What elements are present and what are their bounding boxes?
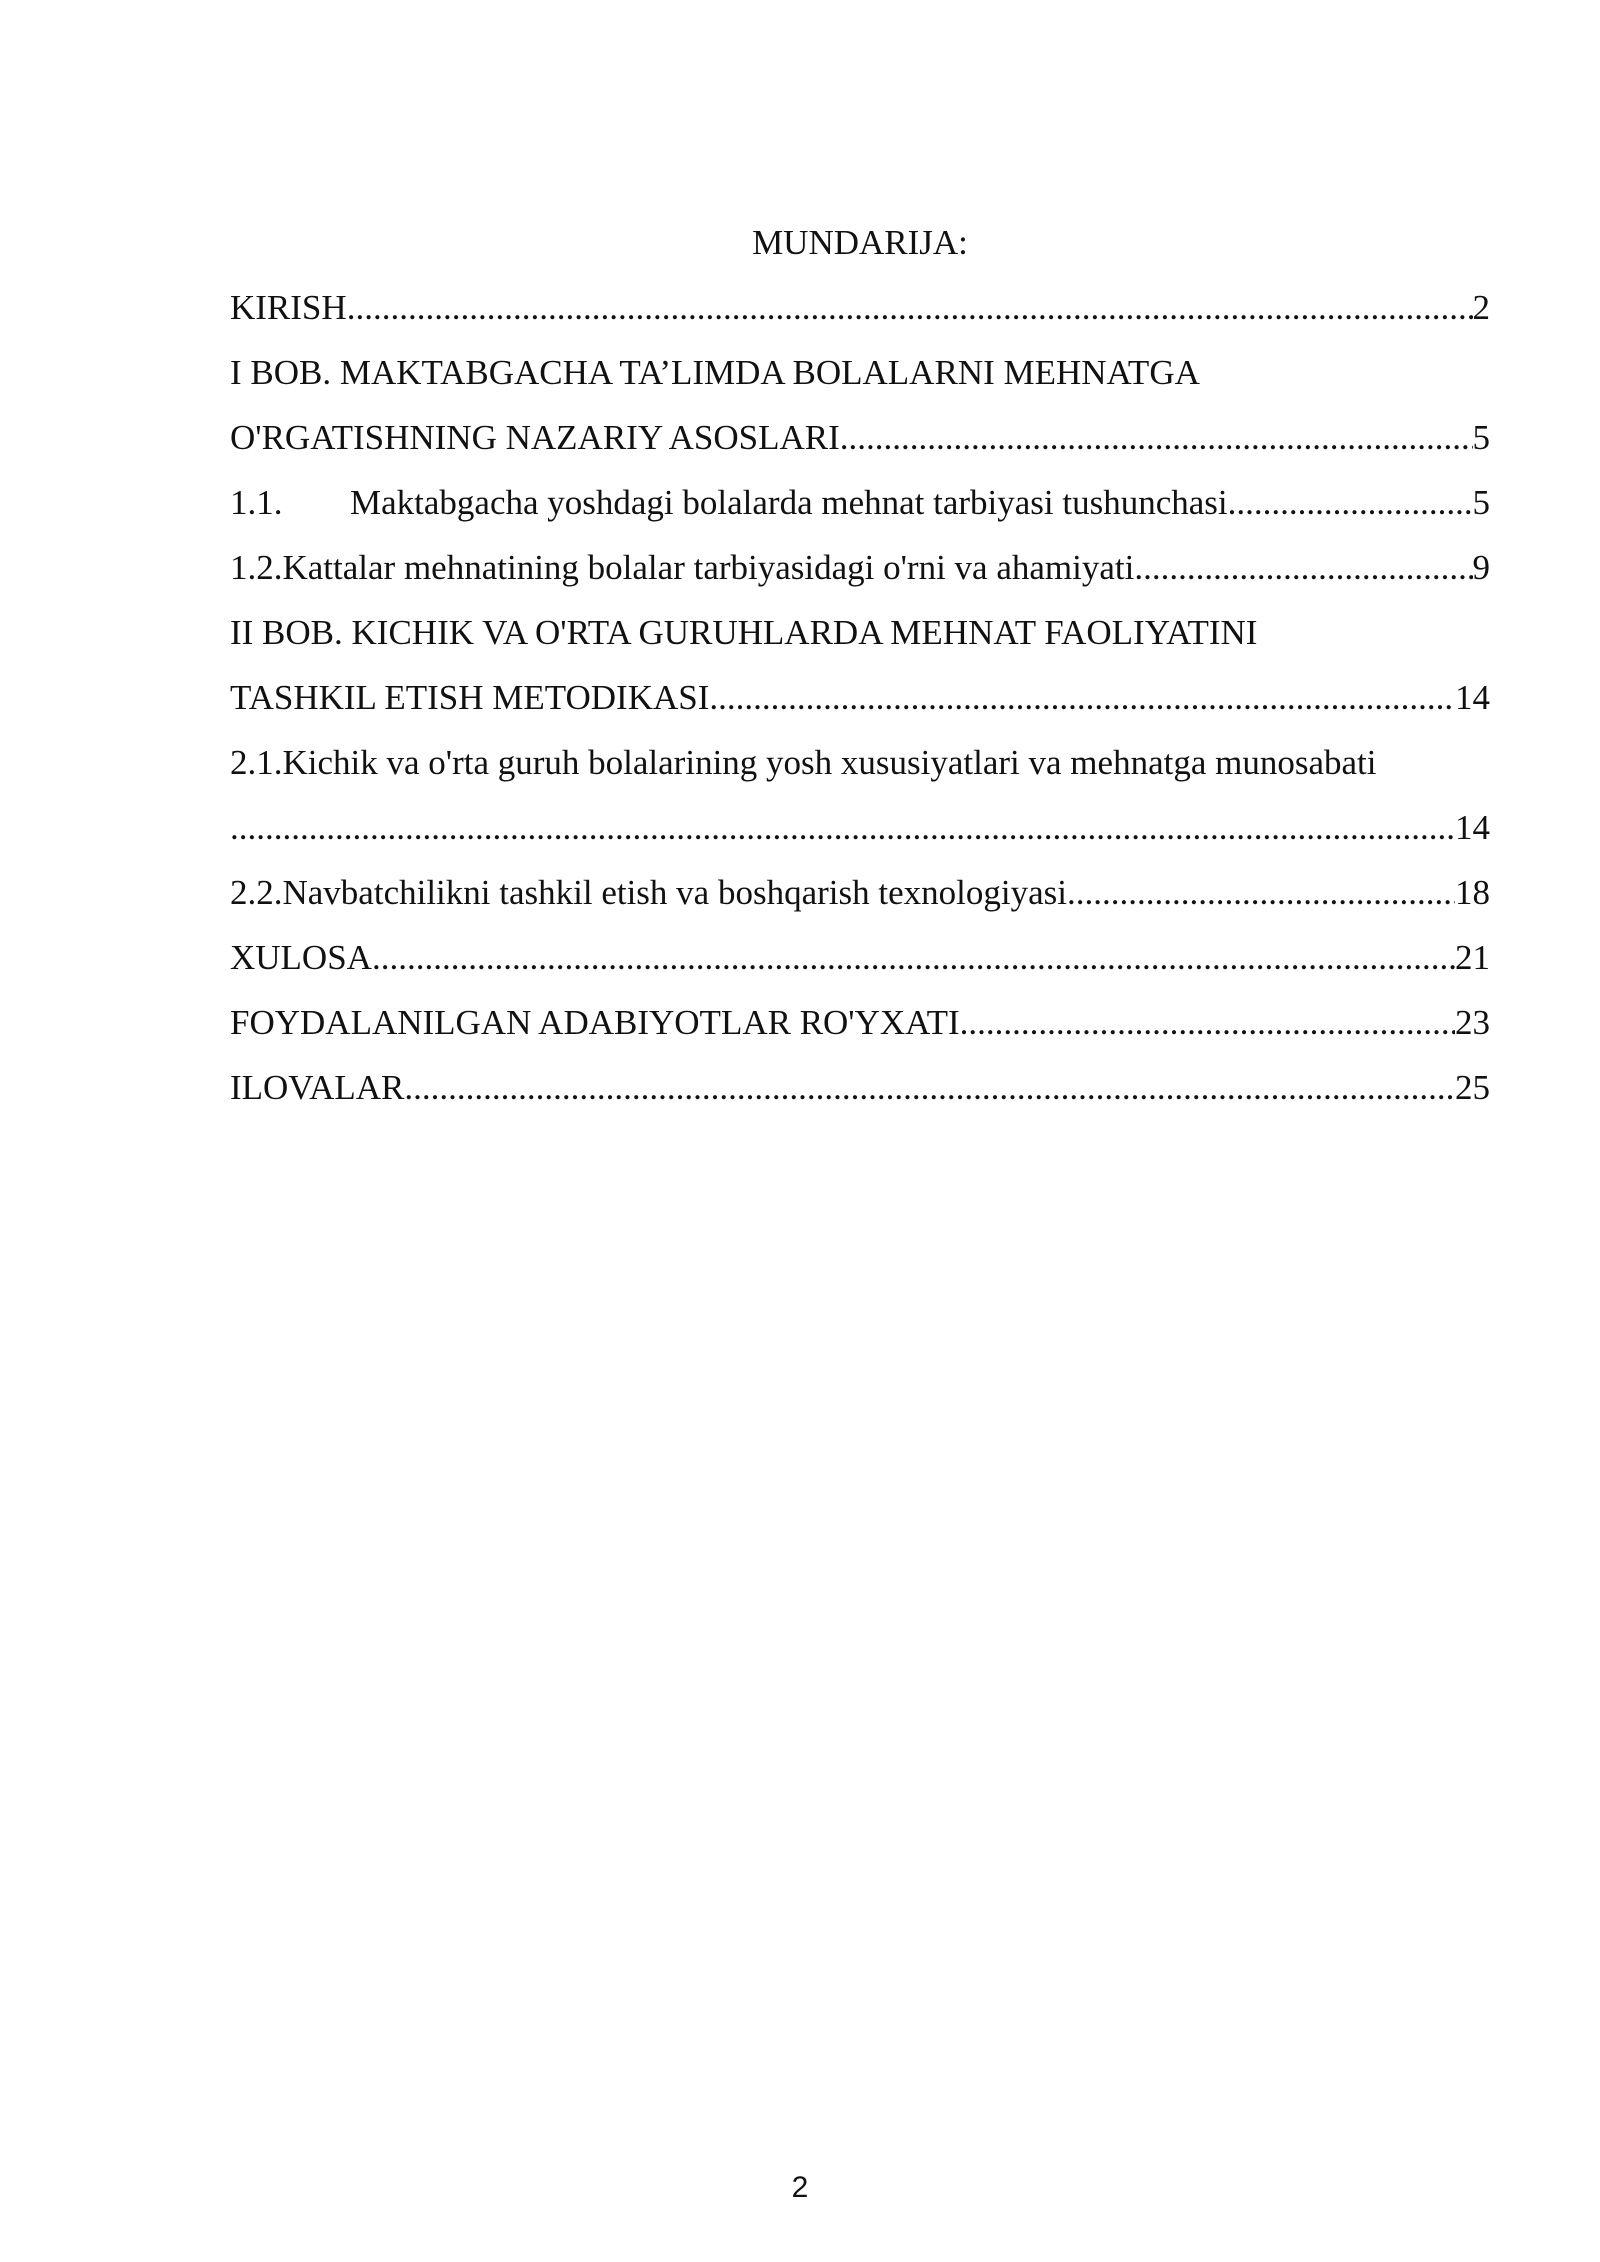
toc-title: MUNDARIJA:: [752, 223, 968, 262]
toc-entry-text: FOYDALANILGAN ADABIYOTLAR RO'YXATI: [230, 1003, 960, 1042]
toc-entry-chapter-2-line-1[interactable]: [230, 600, 1490, 665]
toc-leader-dots: [404, 1055, 1455, 1120]
toc-entry-chapter-2-line-2[interactable]: [230, 665, 1490, 730]
toc-entry-chapter-1-line-1[interactable]: [230, 340, 1490, 405]
toc-entry-text: 2.2.Navbatchilikni tashkil etish va boshqarish texnologiyasi: [230, 873, 1067, 912]
toc-leader-dots: [840, 405, 1473, 470]
toc-leader-dots: [1134, 535, 1472, 600]
toc-entry-page: 2: [1472, 288, 1490, 327]
toc-entry-text: TASHKIL ETISH METODIKASI: [230, 678, 710, 717]
toc-entry-text: 2.1.Kichik va o'rta guruh bolalarining yosh xususiyatlari va mehnatga munosabati: [230, 743, 1377, 782]
toc-entry-adabiyotlar[interactable]: [230, 990, 1490, 1055]
toc-entry-page: 25: [1455, 1068, 1490, 1107]
toc-entry-section-2-2[interactable]: [230, 860, 1490, 925]
toc-entry-page: 5: [1472, 418, 1490, 457]
toc-leader-dots: [960, 990, 1455, 1055]
toc-entry-page: 23: [1455, 1003, 1490, 1042]
toc-entry-text: ILOVALAR: [230, 1068, 405, 1107]
toc-leader-dots: [372, 925, 1455, 990]
toc-entry-section-1-2[interactable]: [230, 535, 1490, 600]
toc-entry-kirish[interactable]: [230, 275, 1490, 340]
toc-entry-ilovalar[interactable]: [230, 1055, 1490, 1120]
toc-entry-page: 9: [1472, 548, 1490, 587]
page-number: 2: [791, 2171, 809, 2204]
toc-entry-page: 14: [1455, 678, 1490, 717]
toc-entry-text: KIRISH: [230, 288, 347, 327]
toc-entry-title: Maktabgacha yoshdagi bolalarda mehnat tarbiyasi tushunchasi: [350, 483, 1228, 522]
toc-leader-dots: [1067, 860, 1455, 925]
toc-entry-section-2-1-line-2[interactable]: [230, 795, 1490, 860]
toc-leader-dots: [230, 795, 1455, 860]
toc-entry-text: XULOSA: [230, 938, 372, 977]
toc-entry-number: 1.1.: [230, 483, 283, 522]
toc-leader-dots: [1228, 470, 1473, 535]
toc-leader-dots: [347, 275, 1473, 340]
toc-entry-section-1-1[interactable]: [230, 470, 1490, 535]
toc-entry-page: 18: [1455, 873, 1490, 912]
toc-entry-page: 5: [1472, 483, 1490, 522]
toc-entry-text: O'RGATISHNING NAZARIY ASOSLARI: [230, 418, 840, 457]
toc-entry-text: 1.2.Kattalar mehnatining bolalar tarbiyasidagi o'rni va ahamiyati: [230, 548, 1135, 587]
toc-entry-page: 14: [1455, 808, 1490, 847]
toc-entry-chapter-1-line-2[interactable]: [230, 405, 1490, 470]
toc-entry-text: I BOB. MAKTABGACHA TA’LIMDA BOLALARNI MEHNATGA: [230, 353, 1200, 392]
toc-entry-section-2-1-line-1[interactable]: [230, 730, 1490, 795]
toc-leader-dots: [709, 665, 1455, 730]
table-of-contents: [230, 210, 1490, 1120]
toc-entry-text: [230, 470, 1228, 535]
toc-entry-xulosa[interactable]: [230, 925, 1490, 990]
toc-entry-text: II BOB. KICHIK VA O'RTA GURUHLARDA MEHNAT FAOLIYATINI: [230, 613, 1258, 652]
toc-entry-page: 21: [1455, 938, 1490, 977]
